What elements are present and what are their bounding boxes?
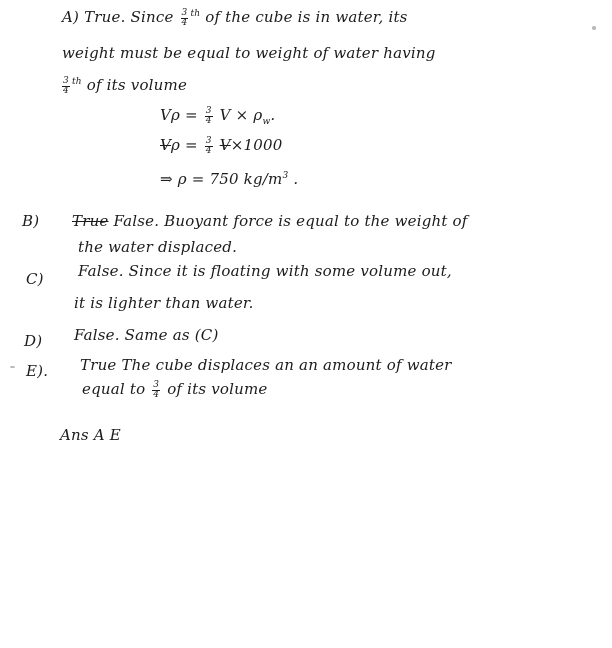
equation-text: Vρ =	[160, 106, 203, 124]
answer-a-text: True. Since	[84, 8, 174, 26]
equation-text: ρ =	[171, 136, 203, 154]
answer-d-label: D)	[24, 332, 43, 350]
answer-b-line2: the water displaced.	[78, 238, 238, 256]
answer-a-text: of its volume	[86, 76, 188, 94]
fraction-denominator: 4	[205, 115, 212, 126]
equation-text: V × ρ	[219, 106, 263, 124]
scan-speck	[592, 26, 596, 30]
equation-text: ×1000	[230, 136, 283, 154]
superscript: th	[71, 77, 82, 87]
equation-text: .	[270, 106, 276, 124]
fraction-denominator: 4	[181, 17, 188, 28]
answer-a-line3	[60, 76, 187, 96]
struck-text: V	[219, 136, 231, 154]
answer-b-label: B)	[22, 212, 40, 230]
struck-text: True	[72, 212, 109, 230]
superscript: 3	[282, 171, 289, 181]
equation-2	[160, 136, 282, 156]
answer-a-text: of the cube is in water, its	[205, 8, 408, 26]
equation-3	[160, 170, 298, 188]
answer-c-line2: it is lighter than water.	[74, 294, 254, 312]
fraction-denominator: 4	[205, 145, 212, 156]
fraction-denominator: 4	[153, 389, 160, 400]
fraction	[62, 77, 70, 96]
equation-text: ⇒ ρ = 750 kg/m	[160, 170, 283, 188]
fraction-numerator: 3	[205, 135, 212, 146]
fraction	[152, 381, 160, 400]
answer-d-line1: False. Same as (C)	[74, 326, 219, 344]
fraction-denominator: 4	[63, 85, 69, 96]
answer-a-line1	[62, 8, 408, 28]
answer-e-line2	[82, 380, 268, 400]
answer-b-text: False. Buoyant force is equal to the weight of	[113, 212, 468, 230]
answer-e-line1: True The cube displaces an an amount of water	[80, 356, 452, 374]
fraction	[181, 9, 189, 28]
answer-a-label: A)	[62, 8, 80, 26]
answer-c-label: C)	[26, 270, 44, 288]
fraction-numerator: 3	[181, 7, 188, 18]
fraction-numerator: 3	[153, 379, 160, 390]
fraction	[205, 107, 213, 126]
superscript: th	[190, 9, 201, 19]
answer-a-line2: weight must be equal to weight of water having	[62, 44, 436, 62]
answer-b-line1	[72, 212, 468, 230]
answer-c-line1: False. Since it is floating with some volume out,	[78, 262, 452, 280]
final-answer: Ans A E	[60, 426, 121, 444]
fraction-numerator: 3	[63, 75, 69, 86]
equation-text: .	[293, 170, 299, 188]
answer-e-label: E).	[26, 362, 49, 380]
answer-e-text: of its volume	[167, 380, 268, 398]
equation-1	[160, 106, 275, 127]
fraction-numerator: 3	[205, 105, 212, 116]
struck-text: V	[160, 136, 172, 154]
answer-e-text: equal to	[82, 380, 146, 398]
scan-speck	[10, 366, 15, 368]
fraction	[205, 137, 213, 156]
subscript: w	[262, 117, 271, 127]
